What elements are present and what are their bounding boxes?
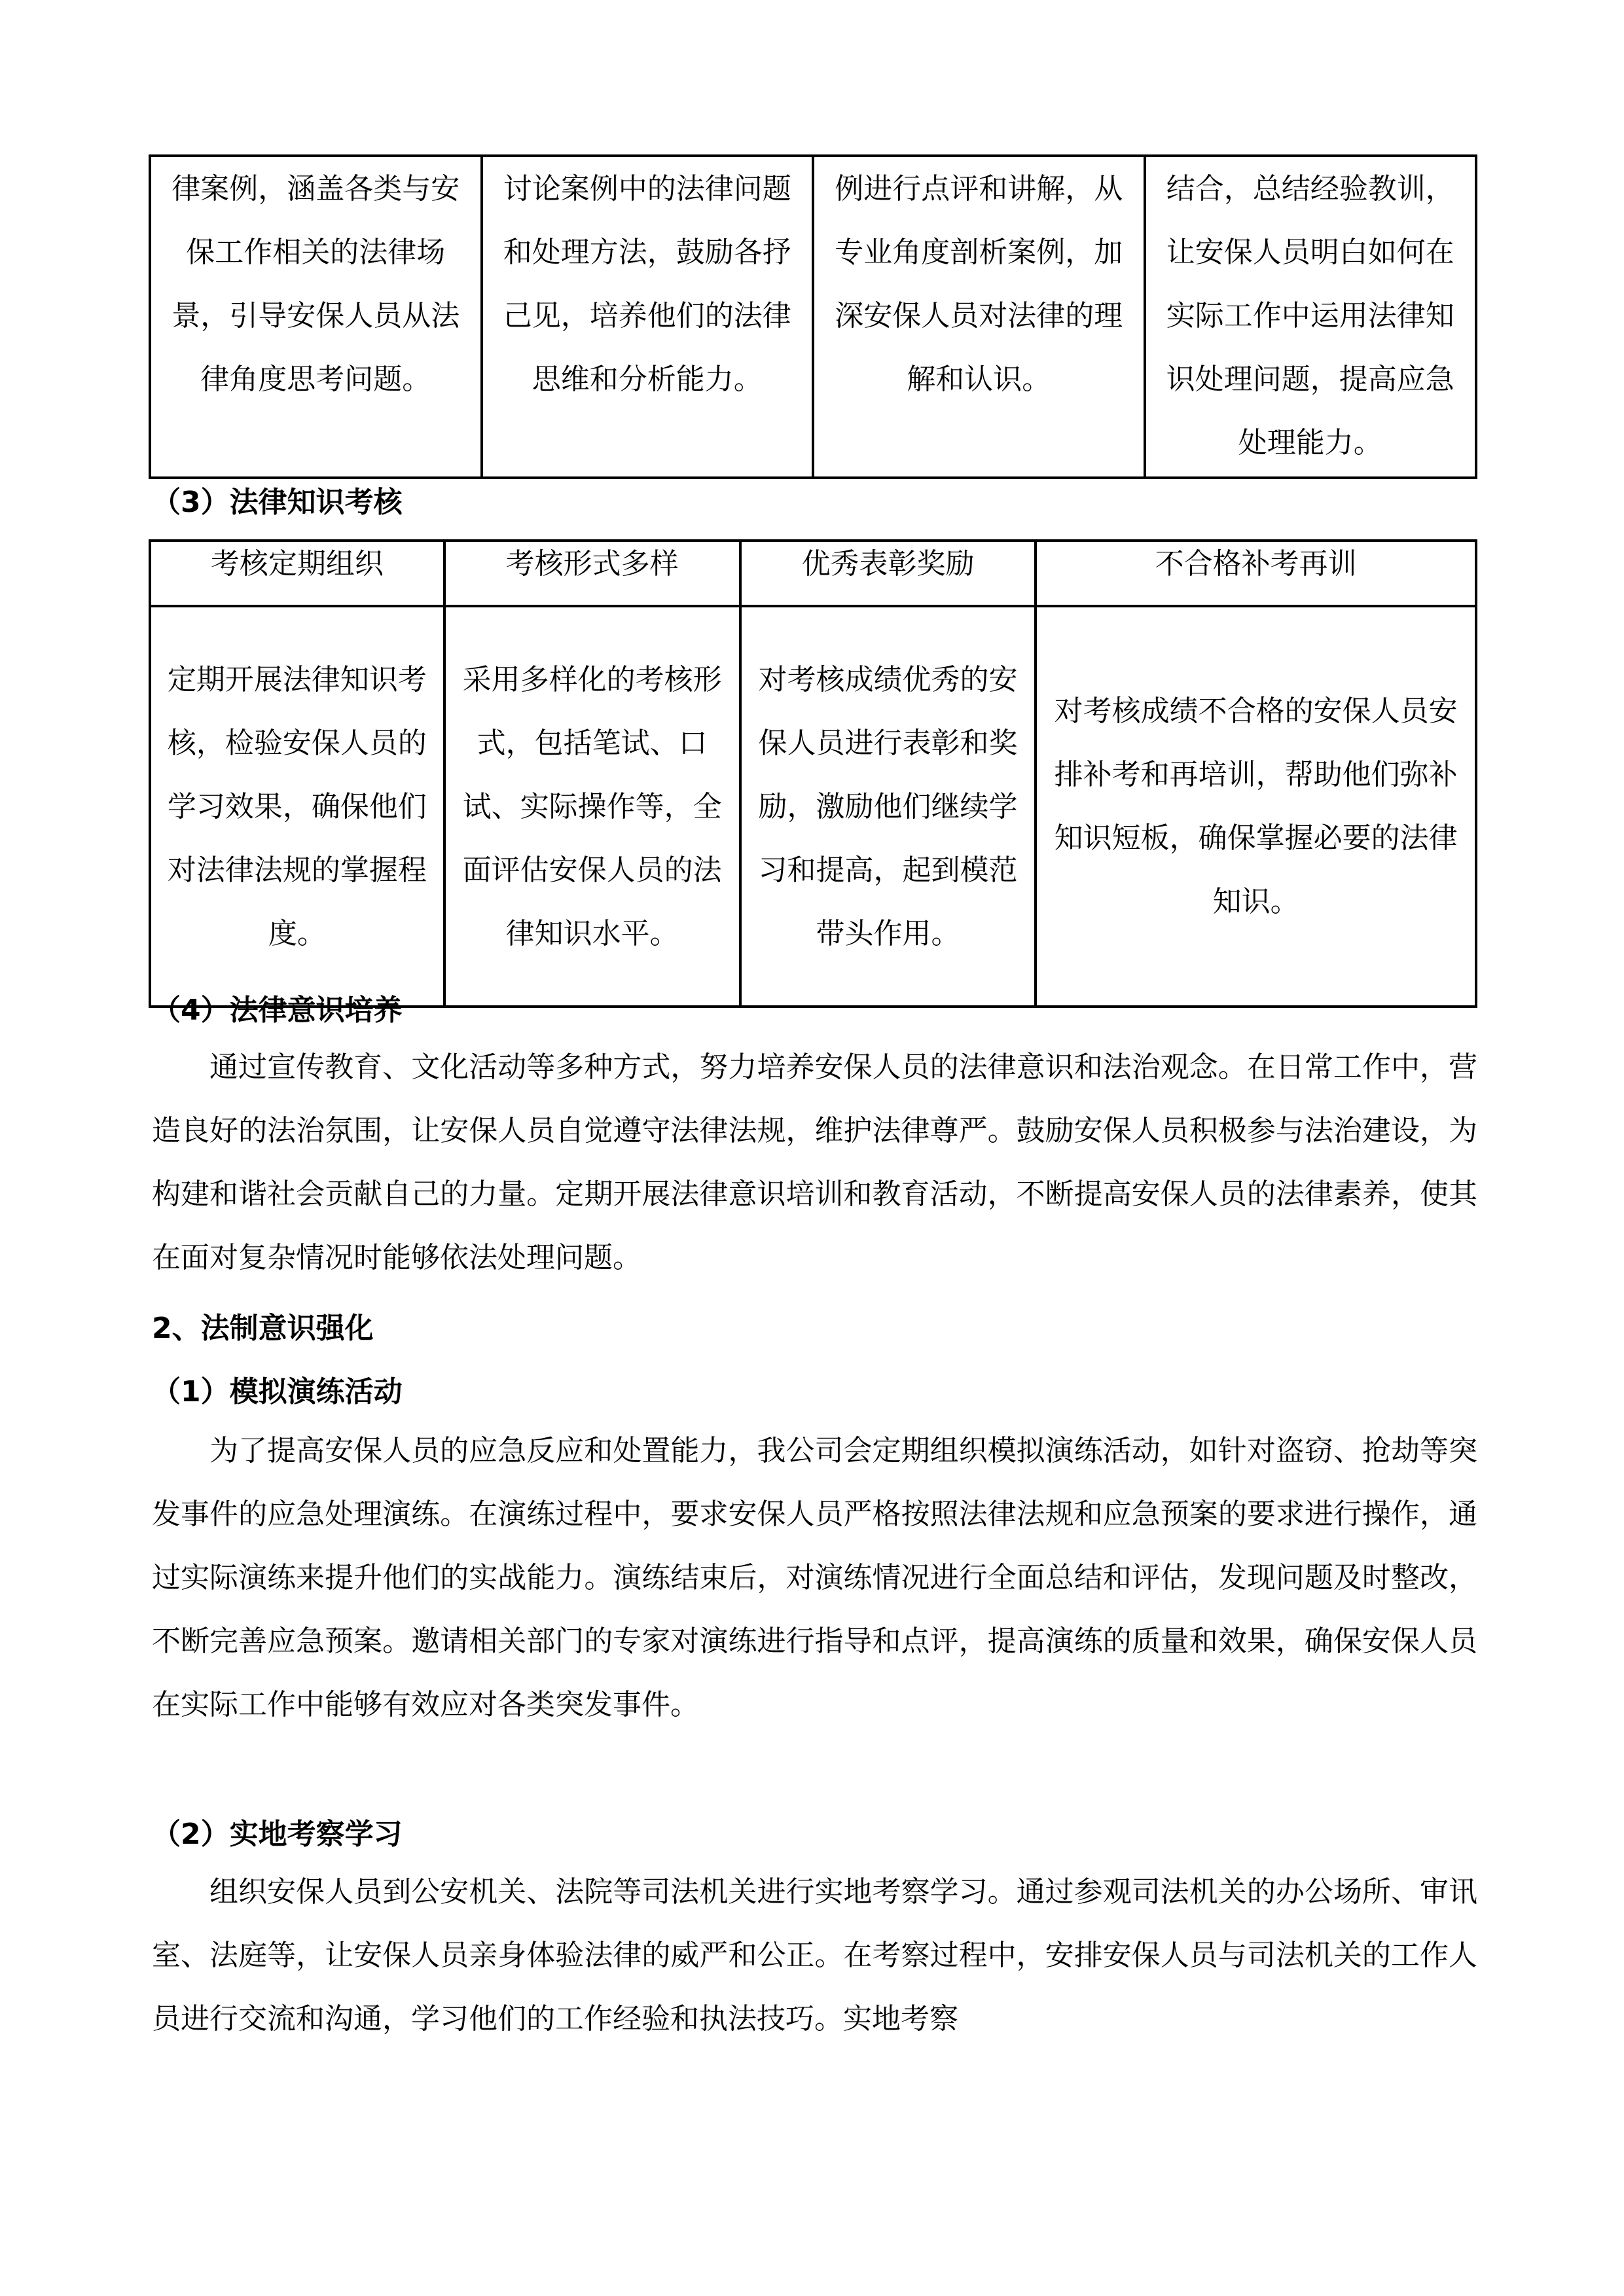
table-header-cell: 考核定期组织 xyxy=(150,541,444,606)
paragraph-simulation-drill: 为了提高安保人员的应急反应和处置能力，我公司会定期组织模拟演练活动，如针对盗窃、抢劫等突发事件的应急处理演练。在演练过程中，要求安保人员严格按照法律法规和应急预案的要求进行操作，通过实际演练来提升他们的实战能力。演练结束后，对演练情况进行全面总结和评估，发现问题及时整改，不断完善应急预案。邀请相关部门的专家对演练进行指导和点评，提高演练的质量和效果，确保安保人员在实际工作中能够有效应对各类突发事件。 xyxy=(152,1434,1477,1721)
table-cell: 律案例，涵盖各类与安保工作相关的法律场景，引导安保人员从法律角度思考问题。 xyxy=(150,156,482,478)
table-cell: 对考核成绩优秀的安保人员进行表彰和奖励，激励他们继续学习和提高，起到模范带头作用。 xyxy=(740,606,1036,1007)
section-heading-simulation-drill: （1）模拟演练活动 xyxy=(152,1375,403,1408)
table-cell: 采用多样化的考核形式，包括笔试、口试、实际操作等，全面评估安保人员的法律知识水平。 xyxy=(444,606,740,1007)
table-cell: 例进行点评和讲解，从专业角度剖析案例，加深安保人员对法律的理解和认识。 xyxy=(813,156,1145,478)
legal-assessment-table xyxy=(149,539,1477,1008)
paragraph-legal-awareness: 通过宣传教育、文化活动等多种方式，努力培养安保人员的法律意识和法治观念。在日常工作中，营造良好的法治氛围，让安保人员自觉遵守法律法规，维护法律尊严。鼓励安保人员积极参与法治建设，为构建和谐社会贡献自己的力量。定期开展法律意识培训和教育活动，不断提高安保人员的法律素养，使其在面对复杂情况时能够依法处理问题。 xyxy=(152,1050,1477,1274)
case-study-table-continued xyxy=(149,154,1477,479)
paragraph-field-study: 组织安保人员到公安机关、法院等司法机关进行实地考察学习。通过参观司法机关的办公场所、审讯室、法庭等，让安保人员亲身体验法律的威严和公正。在考察过程中，安排安保人员与司法机关的工作人员进行交流和沟通，学习他们的工作经验和执法技巧。实地考察 xyxy=(152,1875,1477,2036)
table-cell: 讨论案例中的法律问题和处理方法，鼓励各抒己见，培养他们的法律思维和分析能力。 xyxy=(482,156,814,478)
table-header-cell: 优秀表彰奖励 xyxy=(740,541,1036,606)
table-cell: 结合，总结经验教训，让安保人员明白如何在实际工作中运用法律知识处理问题，提高应急处理能力。 xyxy=(1145,156,1477,478)
table-header-cell: 不合格补考再训 xyxy=(1036,541,1476,606)
section-heading-legal-awareness: （4）法律意识培养 xyxy=(152,994,403,1027)
part-heading-legal-consciousness: 2、法制意识强化 xyxy=(152,1312,374,1345)
section-heading-legal-assessment: （3）法律知识考核 xyxy=(152,486,403,519)
table-header-cell: 考核形式多样 xyxy=(444,541,740,606)
table-cell: 对考核成绩不合格的安保人员安排补考和再培训，帮助他们弥补知识短板，确保掌握必要的法律知识。 xyxy=(1036,606,1476,1007)
table-cell: 定期开展法律知识考核，检验安保人员的学习效果，确保他们对法律法规的掌握程度。 xyxy=(150,606,444,1007)
section-heading-field-study: （2）实地考察学习 xyxy=(152,1818,403,1851)
